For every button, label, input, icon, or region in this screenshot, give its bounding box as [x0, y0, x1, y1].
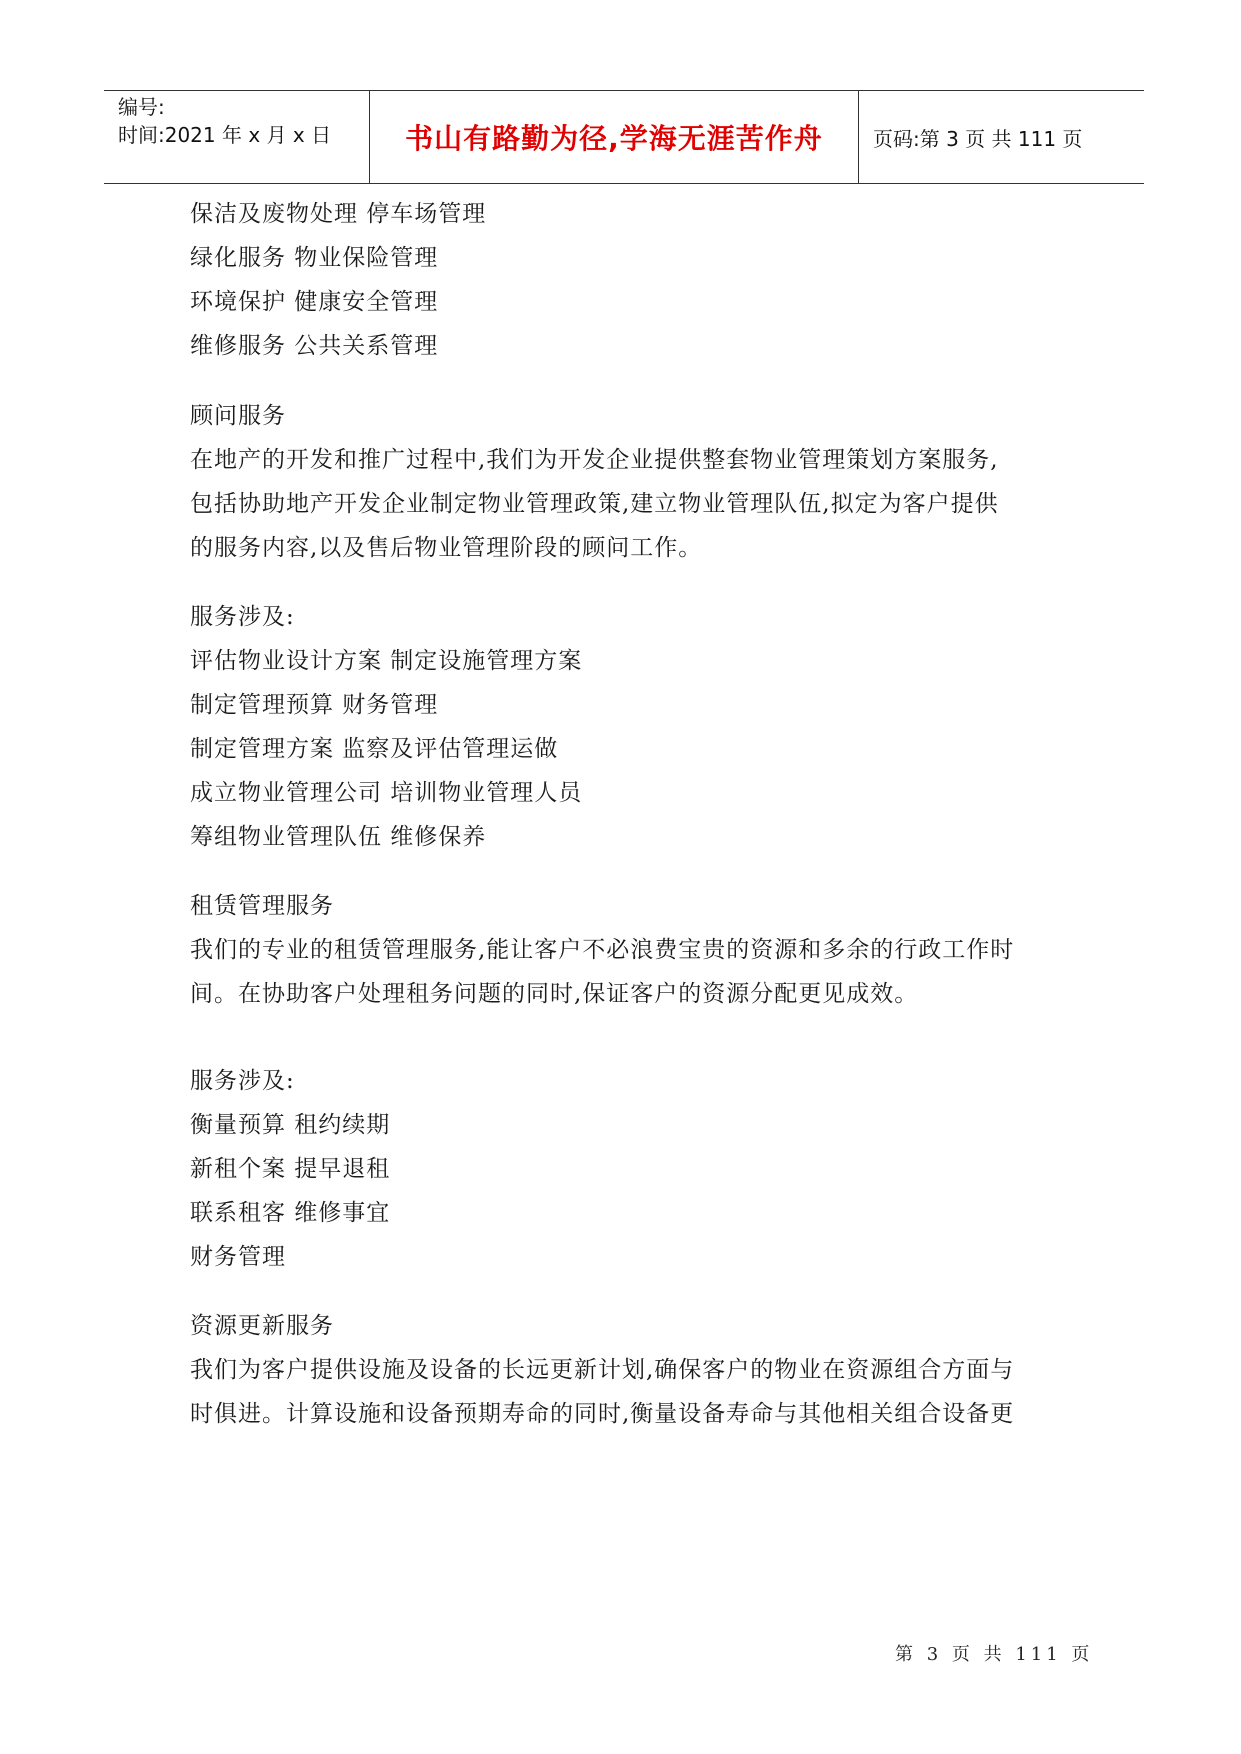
body-line: 的服务内容,以及售后物业管理阶段的顾问工作。	[190, 535, 703, 561]
body-line: 新租个案 提早退租	[190, 1156, 391, 1182]
body-line: 筹组物业管理队伍 维修保养	[190, 824, 487, 850]
page-footer: 第 3 页 共 111 页	[895, 1644, 1094, 1665]
body-line: 成立物业管理公司 培训物业管理人员	[190, 780, 583, 806]
body-line: 我们的专业的租赁管理服务,能让客户不必浪费宝贵的资源和多余的行政工作时	[190, 937, 1015, 963]
body-line: 财务管理	[190, 1244, 286, 1270]
document-time: 时间:2021 年 x 月 x 日	[118, 123, 332, 147]
section-heading: 租赁管理服务	[190, 893, 334, 919]
document-number-label: 编号:	[118, 95, 165, 119]
body-line: 我们为客户提供设施及设备的长远更新计划,确保客户的物业在资源组合方面与	[190, 1357, 1015, 1383]
section-heading: 服务涉及:	[190, 1068, 295, 1094]
body-line: 联系租客 维修事宜	[190, 1200, 391, 1226]
section-heading: 顾问服务	[190, 403, 286, 429]
body-line: 包括协助地产开发企业制定物业管理政策,建立物业管理队伍,拟定为客户提供	[190, 491, 999, 517]
header-motto: 书山有路勤为径,学海无涯苦作舟	[405, 122, 823, 155]
section-heading: 服务涉及:	[190, 604, 295, 630]
body-line: 绿化服务 物业保险管理	[190, 245, 439, 271]
body-line: 评估物业设计方案 制定设施管理方案	[190, 648, 583, 674]
header-page-info-cell	[859, 91, 1144, 183]
body-line: 间。在协助客户处理租务问题的同时,保证客户的资源分配更见成效。	[190, 981, 919, 1007]
body-line: 制定管理预算 财务管理	[190, 692, 439, 718]
body-line: 维修服务 公共关系管理	[190, 333, 439, 359]
body-line: 环境保护 健康安全管理	[190, 289, 439, 315]
body-line: 衡量预算 租约续期	[190, 1112, 391, 1138]
body-line: 在地产的开发和推广过程中,我们为开发企业提供整套物业管理策划方案服务,	[190, 447, 999, 473]
body-line: 制定管理方案 监察及评估管理运做	[190, 736, 559, 762]
header-meta	[104, 91, 369, 183]
header-page-info: 页码:第 3 页 共 111 页	[873, 126, 1083, 151]
body-line: 时俱进。计算设施和设备预期寿命的同时,衡量设备寿命与其他相关组合设备更	[190, 1401, 1015, 1427]
body-line: 保洁及废物处理 停车场管理	[190, 201, 487, 227]
header-motto-cell	[369, 91, 859, 183]
section-heading: 资源更新服务	[190, 1313, 334, 1339]
page-header	[104, 90, 1144, 184]
